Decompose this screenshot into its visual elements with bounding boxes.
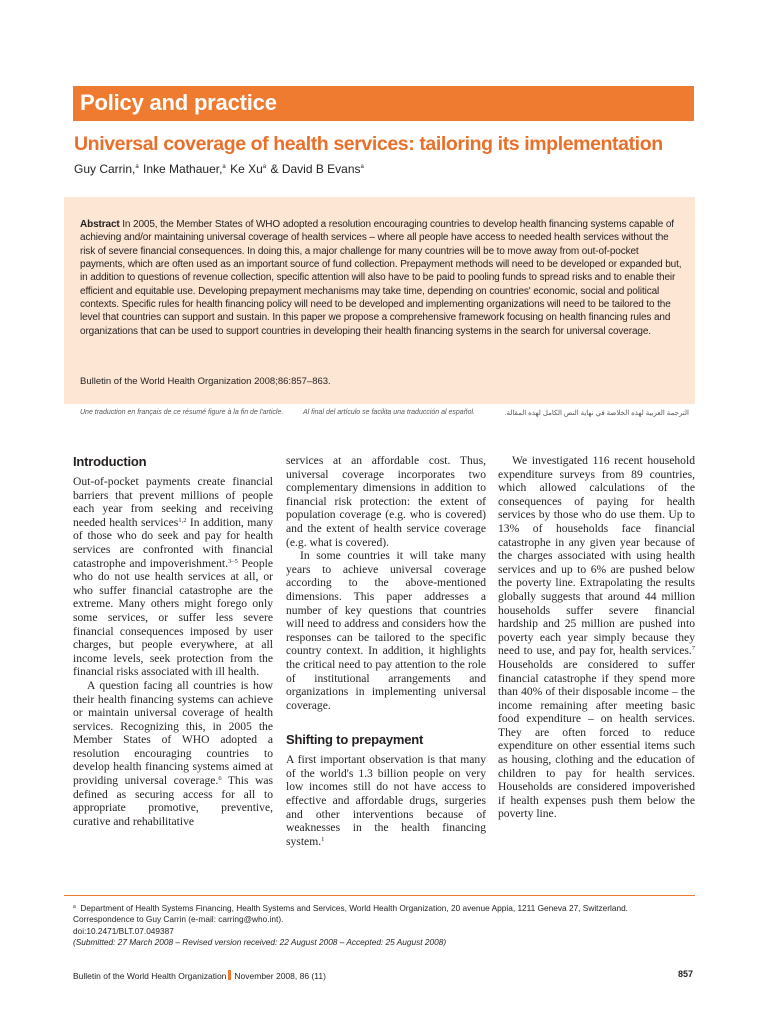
paragraph [286,753,486,848]
affiliation-text: Department of Health Systems Financing, Health Systems and Services, World Health Organization, 20 avenue Appia, 1211 Geneva 27, Switzerland. [80,903,628,913]
reference-marker: 1 [321,835,325,843]
correspondence-line: Correspondence to Guy Carrin (e-mail: carring@who.int). [73,914,284,925]
paragraph-text: A question facing all countries is how their health financing systems can achieve or maintain universal coverage of health services. Recognizing this, in 2005 the Member States of WHO adopted a resolution encouraging countries to develop health financing systems aimed at providing universal coverage. [73,678,273,788]
affiliation-marker: a [135,164,139,170]
paragraph: In some countries it will take many years to achieve universal coverage according to the above-mentioned dimensions. This paper addresses a number of key questions that countries will need to address and considers how the responses can be tailored to the specific country context. In addition, it highlights the critical need to pay attention to the role of institutional arrangements and organizations in implementing universal coverage. [286,549,486,712]
doi-line: doi:10.2471/BLT.07.049387 [73,925,174,936]
abstract [80,218,686,338]
affiliation-marker: a [73,904,76,910]
running-footer [73,970,326,981]
paragraph-text: In addition, many of those who do seek and pay for health services are confronted with financial catastrophe and impoverishment. [73,515,273,570]
issue-info: November 2008, 86 (11) [234,971,326,981]
paragraph [73,679,273,829]
paragraph-text: Out-of-pocket payments create financial barriers that prevent millions of people each year from seeking and receiving needed health services [73,475,273,529]
journal-name: Bulletin of the World Health Organization [73,971,227,981]
affiliation-marker: a [222,164,226,170]
french-translation-note: Une traduction en français de ce résumé figure à la fin de l'article. [80,409,284,416]
abstract-body: In 2005, the Member States of WHO adopted a resolution encouraging countries to develop health financing systems capable of achieving and/or maintaining universal coverage of health services – where all people have access to needed health services without the risk of severe financial consequences. In doing this, a major challenge for many countries will be to move away from out-of-pocket payments, which are often used as an important source of fund collection. Prepayment methods will need to be developed or expanded but, in addition to questions of revenue collection, specific attention will also have to be paid to pooling funds to spread risks and to enable their efficient and equitable use. Developing prepayment mechanisms may take time, depending on countries' economic, social and political contexts. Specific rules for health financing policy will need to be developed and implementing organizations will need to be tailored to the level that countries can support and sustain. In this paper we propose a comprehensive framework focusing on health financing rules and organizations that can be used to support countries in developing their health financing systems in the search for universal coverage. [80,219,682,337]
translation-notes [64,409,695,423]
reference-marker: 3–5 [228,557,238,565]
paragraph-text: A first important observation is that many of the world's 1.3 billion people on very low incomes still do not have access to effective and affordable drugs, surgeries and other interventions because of weaknesses in the health financing system. [286,753,486,848]
affiliation-footnote [73,902,693,914]
author-name: Guy Carrin, [74,162,136,176]
paragraph [73,475,273,679]
body-column-2 [286,454,486,848]
author-name: & David B Evans [267,162,361,176]
body-column-1 [73,454,273,828]
footer-separator-bar [228,970,231,980]
paragraph [498,454,695,821]
page-number: 857 [678,969,694,979]
abstract-label: Abstract [80,219,120,230]
paragraph-text: We investigated 116 recent household expenditure surveys from 89 countries, which allowed calculations of the consequences of paying for health services by those who do use them. Up to 13% of households face financial catastrophe in any given year because of the charges associated with using health services and up to 6% are pushed below the poverty line. Extrapolating the results globally suggests that around 44 million households suffer severe financial hardship and 25 million are pushed into poverty each year simply because they need to use, and pay for, health services. [498,454,695,658]
paragraph: services at an affordable cost. Thus, universal coverage incorporates two complementary dimensions in addition to financial risk protection: the extent of population coverage (e.g. who is covered) and the extent of health service coverage (e.g. what is covered). [286,454,486,549]
paragraph-text: Households are considered to suffer financial catastrophe if they spend more than 40% of their disposable income – the income remaining after meeting basic food expenditure – on health services. They are often forced to reduce expenditure on other essential items such as housing, clothing and the education of children to pay for health services. Households are considered impoverished if health expenses push them below the poverty line. [498,657,695,821]
section-heading-introduction: Introduction [73,454,147,469]
affiliation-marker: a [360,164,364,170]
author-name: Inke Mathauer, [139,162,223,176]
paragraph-text: This was defined as securing access for all to appropriate promotive, preventive, curative and rehabilitative [73,774,273,828]
body-column-3 [498,454,695,821]
author-list [74,162,365,176]
reference-marker: 1,2 [178,516,187,524]
abstract-citation: Bulletin of the World Health Organization 2008;86:857–863. [80,376,331,387]
reference-marker: 6 [218,775,222,783]
section-banner: Policy and practice [73,86,694,121]
footnote-divider [64,895,695,896]
spanish-translation-note: Al final del artículo se facilita una traducción al español. [303,409,475,416]
author-name: Ke Xu [226,162,263,176]
paragraph-text: People who do not use health services at all, or who suffer financial catastrophe are the extreme. Many others might forego only some services, or suffer less severe financial consequences imposed by user charges, but people everywhere, at all income levels, seek protection from the financial risks associated with ill health. [73,556,274,679]
arabic-translation-note: الترجمة العربية لهذه الخلاصة في نهاية النص الكامل لهذه المقالة. [504,410,689,417]
article-title: Universal coverage of health services: tailoring its implementation [74,133,663,155]
affiliation-marker: a [262,164,267,170]
footnotes [73,902,693,948]
reference-marker: 7 [691,645,695,653]
section-heading-shifting-to-prepayment: Shifting to prepayment [286,732,424,748]
submission-history: (Submitted: 27 March 2008 – Revised version received: 22 August 2008 – Accepted: 25 August 2008) [73,936,447,947]
